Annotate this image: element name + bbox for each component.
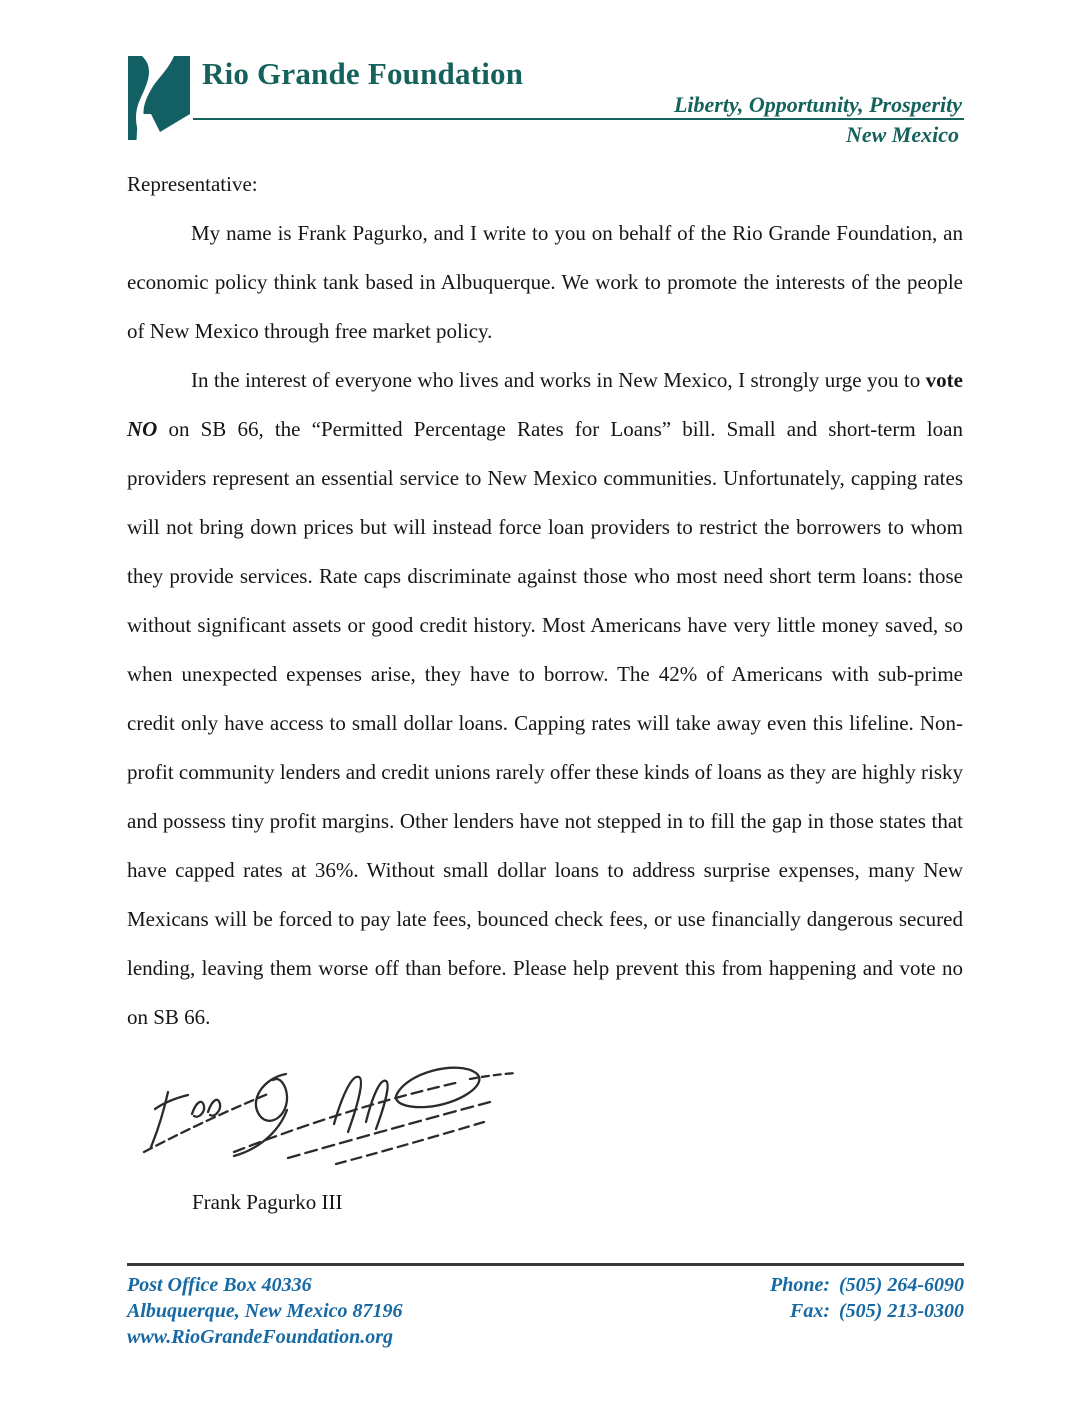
letterhead bbox=[0, 0, 1088, 150]
paragraph-segment: vote bbox=[925, 368, 963, 392]
paragraph-segment: In the interest of everyone who lives and works in New Mexico, I strongly urge you to bbox=[191, 368, 926, 392]
footer-website: www.RioGrandeFoundation.org bbox=[127, 1326, 394, 1348]
paragraph-segment: on SB 66, the “Permitted Percentage Rates for Loans” bill. Small and short-term loan providers represent an essential service to New Mexico communities. Unfortunately, capping rates will not bring down prices but will instead force loan providers to restrict the borrowers to whom they provide services. Rate caps discriminate against those who most need short term loans: those without significant assets or good credit history. Most Americans have very little money saved, so when unexpected expenses arise, they have to borrow. The 42% of Americans with sub-prime credit only have access to small dollar loans. Capping rates will take away even this lifeline. Non-profit community lenders and credit unions rarely offer these kinds of loans as they are highly risky and possess tiny profit margins. Other lenders have not stepped in to fill the gap in those states that have capped rates at 36%. Without small dollar loans to address surprise expenses, many New Mexicans will be forced to pay late fees, bounced check fees, or use financially dangerous secured lending, leaving them worse off than before. Please help prevent this from happening and vote no on SB 66. bbox=[127, 417, 963, 1029]
letter-paragraph bbox=[127, 209, 963, 356]
letter-body bbox=[127, 160, 963, 1042]
footer-po-box: Post Office Box 40336 bbox=[127, 1274, 312, 1296]
phone-label: Phone: bbox=[770, 1274, 831, 1296]
signature-icon bbox=[138, 1052, 518, 1167]
salutation: Representative: bbox=[127, 172, 258, 196]
letter-paragraph bbox=[127, 356, 963, 1042]
fax-label: Fax: bbox=[790, 1300, 831, 1322]
footer-city: Albuquerque, New Mexico 87196 bbox=[127, 1300, 403, 1322]
footer-phone bbox=[770, 1272, 964, 1298]
tagline: Liberty, Opportunity, Prosperity bbox=[673, 92, 962, 117]
paragraph-segment: My name is Frank Pagurko, and I write to you on behalf of the Rio Grande Foundation, an economic policy think tank based in Albuquerque. We work to promote the interests of the people of New Mexico through free market policy. bbox=[127, 221, 963, 343]
footer-rule bbox=[127, 1263, 964, 1266]
org-name: Rio Grande Foundation bbox=[202, 56, 524, 91]
footer bbox=[127, 1263, 964, 1350]
paragraph-segment: NO bbox=[127, 417, 158, 441]
footer-address bbox=[127, 1272, 403, 1350]
header-rule bbox=[193, 118, 964, 120]
signer-name: Frank Pagurko III bbox=[192, 1190, 343, 1214]
signature-block bbox=[138, 1052, 518, 1167]
rio-grande-logo-icon bbox=[128, 56, 194, 142]
region-label: New Mexico bbox=[845, 122, 959, 147]
footer-fax bbox=[770, 1298, 964, 1324]
phone-value: (505) 264-6090 bbox=[839, 1274, 964, 1296]
fax-value: (505) 213-0300 bbox=[839, 1300, 964, 1322]
footer-contact bbox=[770, 1272, 964, 1324]
